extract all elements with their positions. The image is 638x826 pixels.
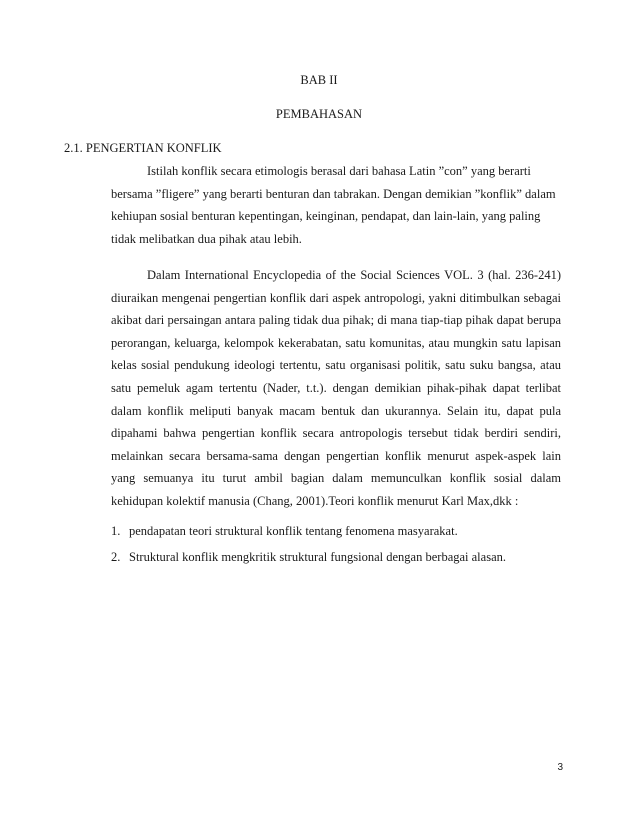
paragraph-1	[111, 160, 561, 250]
numbered-list	[111, 519, 571, 570]
list-item	[111, 545, 571, 571]
page-number: 3	[557, 762, 563, 773]
list-item-text: Struktural konflik mengkritik struktural fungsional dengan berbagai alasan.	[129, 549, 506, 564]
paragraph-2	[111, 264, 561, 513]
chapter-title: PEMBAHASAN	[275, 107, 363, 121]
paragraph-2-text: Dalam International Encyclopedia of the Social Sciences VOL. 3 (hal. 236-241) diuraikan mengenai pengertian konflik dari aspek antropologi, yakni ditimbulkan sebagai akibat dari persaingan antara paling tidak dua pihak; di mana tiap-tiap pihak dapat berupa perorangan, keluarga, kelompok kekerabatan, satu komunitas, atau mungkin satu lapisan kelas sosial pendukung ideologi tertentu, satu organisasi politik, satu suku bangsa, atau satu pemeluk agam tertentu (Nader, t.t.). dengan demikian pihak-pihak dapat terlibat dalam konflik meliputi banyak macam bentuk dan ukurannya. Selain itu, dapat pula dipahami bahwa pengertian konflik secara antropologis tersebut tidak berdiri sendiri, melainkan secara bersama-sama dengan pengertian konflik menurut aspek-aspek lain yang semuanya itu turut ambil bagian dalam memunculkan konflik sosial dalam kehidupan kolektif manusia (Chang, 2001).Teori konflik menurut Karl Max,dkk :	[111, 268, 561, 508]
list-item	[111, 519, 571, 545]
paragraph-1-text: Istilah konflik secara etimologis berasal dari bahasa Latin ”con” yang berarti bersama ”fligere” yang berarti benturan dan tabrakan. Dengan demikian ”konflik” dalam kehiupan sosial benturan kepentingan, keinginan, pendapat, dan lain-lain, yang paling tidak melibatkan dua pihak atau lebih.	[111, 164, 556, 246]
list-item-number: 1.	[111, 524, 121, 538]
chapter-label: BAB II	[300, 73, 338, 87]
list-item-number: 2.	[111, 549, 121, 564]
list-item-text: pendapatan teori struktural konflik tentang fenomena masyarakat.	[129, 524, 458, 538]
section-heading: 2.1. PENGERTIAN KONFLIK	[64, 141, 222, 155]
